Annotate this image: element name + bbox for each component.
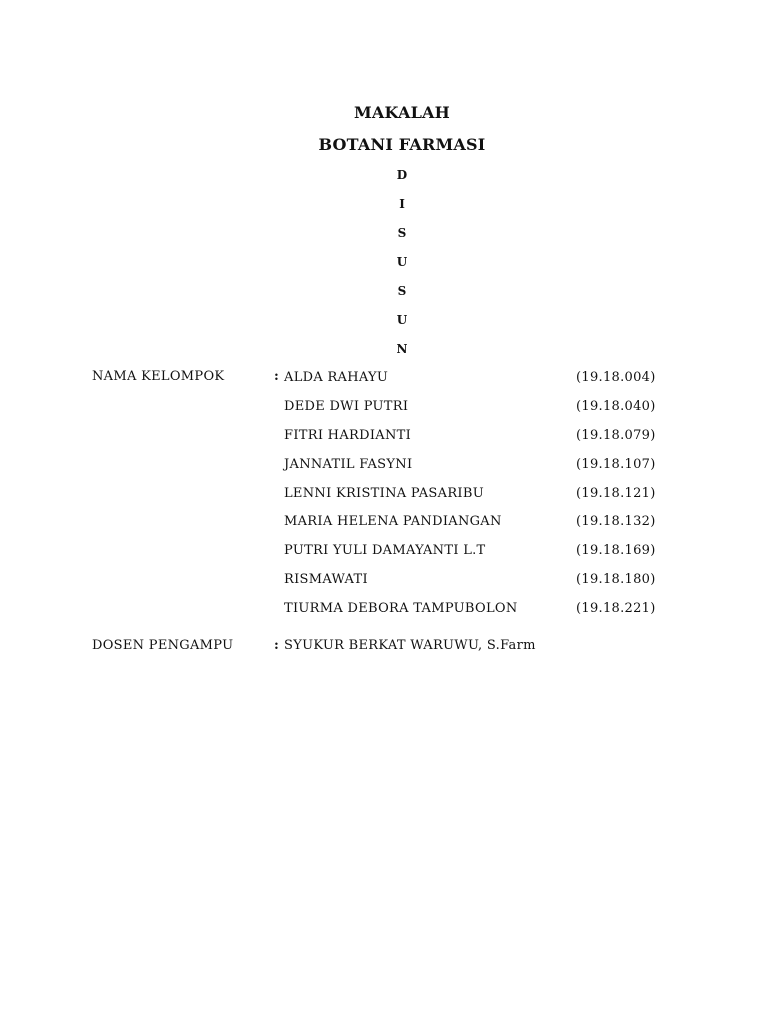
disusun-letter: U <box>396 255 408 269</box>
lecturer-label: DOSEN PENGAMPU <box>92 638 234 653</box>
member-nim: (19.18.107) <box>576 456 656 472</box>
member-name: MARIA HELENA PANDIANGAN <box>284 514 502 530</box>
member-nim: (19.18.169) <box>576 543 656 559</box>
disusun-letter: D <box>396 168 408 182</box>
member-name: LENNI KRISTINA PASARIBU <box>284 485 484 501</box>
member-nim: (19.18.121) <box>576 485 656 501</box>
member-name: ALDA RAHAYU <box>284 370 389 385</box>
member-row <box>284 600 664 629</box>
member-row <box>284 571 664 600</box>
lecturer-name: SYUKUR BERKAT WARUWU, S.Farm <box>284 638 536 653</box>
member-nim: (19.18.132) <box>576 514 656 530</box>
disusun-letter: S <box>397 226 407 240</box>
member-name: FITRI HARDIANTI <box>284 427 412 443</box>
member-name: DEDE DWI PUTRI <box>284 398 409 414</box>
group-colon: : <box>274 369 279 384</box>
document-title: MAKALAH <box>354 103 450 122</box>
disusun-letter: I <box>399 197 405 211</box>
member-nim: (19.18.221) <box>576 601 656 617</box>
member-row <box>284 485 664 514</box>
member-nim: (19.18.040) <box>576 398 656 414</box>
member-name: JANNATIL FASYNI <box>284 456 413 472</box>
member-name: TIURMA DEBORA TAMPUBOLON <box>284 601 518 617</box>
disusun-letter: N <box>396 342 408 356</box>
member-name: RISMAWATI <box>284 572 368 588</box>
member-list <box>284 369 664 629</box>
lecturer-colon: : <box>274 638 279 653</box>
member-row <box>284 398 664 427</box>
member-row <box>284 427 664 456</box>
disusun-letter: U <box>396 313 408 327</box>
document-subtitle: BOTANI FARMASI <box>318 135 486 154</box>
member-nim: (19.18.004) <box>576 370 656 385</box>
member-row <box>284 369 664 398</box>
member-nim: (19.18.180) <box>576 572 656 588</box>
member-name: PUTRI YULI DAMAYANTI L.T <box>284 543 486 559</box>
disusun-letter: S <box>397 284 407 298</box>
member-row <box>284 513 664 542</box>
member-row <box>284 542 664 571</box>
group-label: NAMA KELOMPOK <box>92 369 225 384</box>
member-row <box>284 456 664 485</box>
member-nim: (19.18.079) <box>576 427 656 443</box>
disusun-vertical-text <box>392 166 412 369</box>
